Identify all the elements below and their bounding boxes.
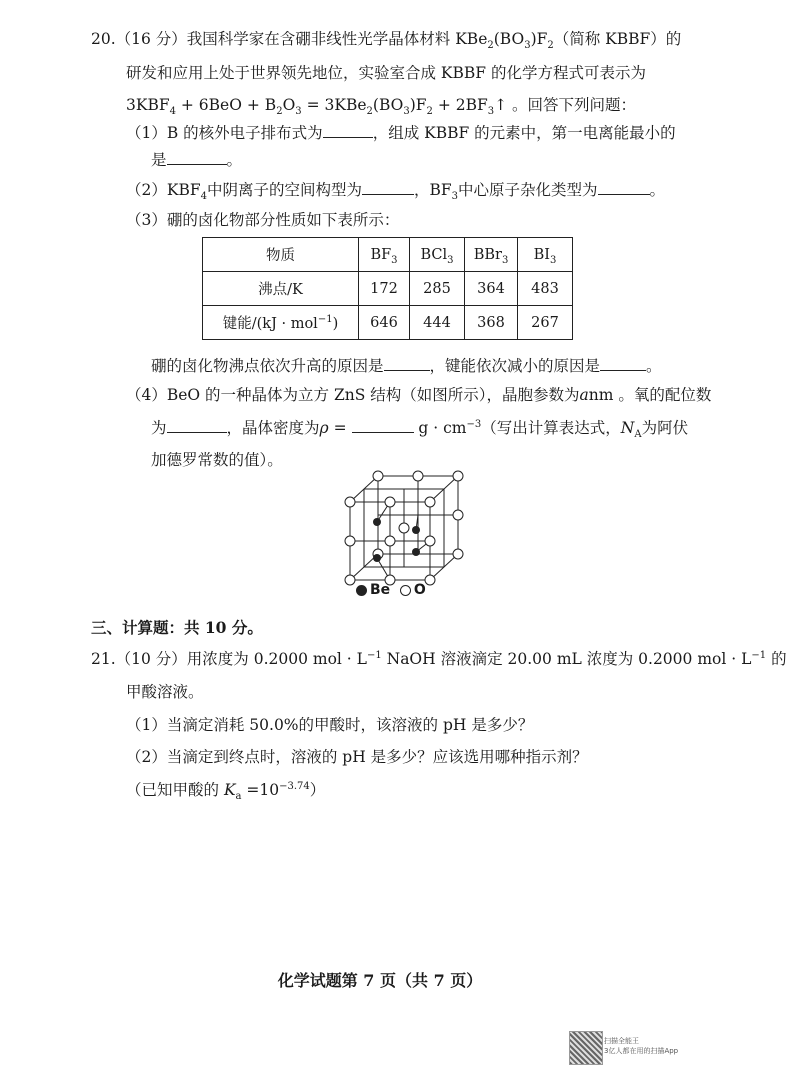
part3-text: 硼的卤化物沸点依次升高的原因是 (151, 357, 384, 375)
table-cell: 267 (518, 306, 573, 340)
q20-part4 (126, 384, 711, 406)
be-atom-icon (356, 585, 367, 596)
subscript: A (634, 429, 642, 441)
q20-intro-text: 20.（16 分）我国科学家在含硼非线性光学晶体材料 KBe (91, 30, 488, 48)
chemical-equation (126, 94, 636, 116)
part2-text: 。 (649, 181, 666, 199)
part4-text: = (328, 419, 352, 437)
answer-blank[interactable] (323, 123, 373, 138)
table-cell: 444 (410, 306, 465, 340)
header-text: BCl (420, 246, 448, 263)
q20-line1 (91, 28, 681, 50)
part1-text: 是 (151, 151, 167, 169)
formula-part: )F (409, 96, 427, 114)
zns-unit-cell-figure (330, 470, 470, 582)
header-text: BBr (473, 246, 502, 263)
superscript: −1 (751, 649, 767, 661)
variable-k: K (223, 781, 236, 799)
q20-part2 (126, 179, 665, 201)
formula-part: + 2BF (432, 96, 488, 114)
figure-legend (356, 582, 426, 598)
header-text: BF (370, 246, 392, 263)
answer-blank[interactable] (384, 356, 430, 371)
superscript: −3.74 (279, 780, 310, 792)
o-atom-icon (400, 585, 411, 596)
formula-part: ↑ 。回答下列问题： (494, 96, 637, 114)
table-header-cell (465, 238, 518, 272)
answer-blank[interactable] (167, 418, 227, 433)
q21-text: 的 (766, 650, 787, 668)
table-cell: 646 (359, 306, 410, 340)
subscript: 2 (426, 106, 433, 118)
table-cell: 172 (359, 272, 410, 306)
legend-be-label: Be (370, 582, 391, 598)
table-cell: 285 (410, 272, 465, 306)
formula-part: (BO (493, 30, 525, 48)
watermark-line: 扫描全能王 (604, 1037, 639, 1045)
table-row-label: 沸点/K (203, 272, 359, 306)
q21-ka-note (126, 779, 325, 801)
subscript: 2 (547, 40, 554, 52)
subscript: 2 (276, 106, 283, 118)
superscript: −1 (317, 314, 333, 326)
subscript: a (235, 791, 242, 803)
subscript: 3 (550, 254, 557, 266)
table-header-cell (518, 238, 573, 272)
qr-code-icon (569, 1031, 603, 1065)
subscript: 4 (169, 106, 176, 118)
part2-text: 中阴离子的空间构型为 (206, 181, 362, 199)
q21-sub2: （2）当滴定到终点时，溶液的 pH 是多少？应该选用哪种指示剂？ (126, 748, 588, 766)
superscript: −1 (366, 649, 382, 661)
table-cell: 368 (465, 306, 518, 340)
part4-text: （写出计算表达式， (481, 419, 621, 437)
subscript: 3 (295, 106, 302, 118)
ka-text: （已知甲酸的 (126, 781, 224, 799)
watermark-line: 3亿人都在用的扫描App (604, 1047, 679, 1055)
part1-text: （1）B 的核外电子排布式为 (126, 124, 323, 142)
part4-text: 为阿伏 (641, 419, 689, 437)
part1-text: ，组成 KBBF 的元素中，第一电离能最小的 (372, 124, 676, 142)
variable-na: N (620, 419, 635, 437)
answer-blank[interactable] (167, 150, 227, 165)
part2-text: （2）KBF (126, 181, 201, 199)
legend-o-label: O (413, 582, 426, 598)
table-row (203, 306, 573, 340)
q21-text: NaOH 溶液滴定 20.00 mL 浓度为 0.2000 mol · L (381, 650, 752, 668)
subscript: 2 (366, 106, 373, 118)
table-row-label (203, 306, 359, 340)
answer-blank[interactable] (362, 180, 414, 195)
part4-text: nm 。氧的配位数 (588, 386, 712, 404)
part4-text: ，晶体密度为 (226, 419, 320, 437)
answer-blank[interactable] (600, 356, 646, 371)
table-row (203, 272, 573, 306)
header-text: BI (533, 246, 550, 263)
q20-part3-reason (151, 355, 662, 377)
superscript: −3 (466, 418, 482, 430)
answer-blank[interactable] (352, 418, 414, 433)
part4-text: 为 (151, 419, 167, 437)
label-text: 键能/(kJ · mol (222, 316, 318, 332)
label-text: ) (332, 316, 339, 332)
part4-text: （4）BeO 的一种晶体为立方 ZnS 结构（如图所示），晶胞参数为 (126, 386, 580, 404)
halide-property-table (202, 237, 573, 340)
subscript: 3 (501, 254, 509, 266)
part2-text: ，BF (413, 181, 452, 199)
subscript: 3 (403, 106, 410, 118)
formula-part: = 3KBe (301, 96, 367, 114)
subscript: 3 (391, 254, 398, 266)
subscript: 2 (487, 40, 494, 52)
q21-line2: 甲酸溶液。 (126, 683, 204, 701)
table-header-cell: 物质 (203, 238, 359, 272)
q20-line2: 研发和应用上处于世界领先地位，实验室合成 KBBF 的化学方程式可表示为 (126, 64, 646, 82)
unit-text: g · cm (413, 419, 467, 437)
q21-line1 (91, 648, 787, 670)
q20-intro-text: （简称 KBBF）的 (553, 30, 682, 48)
ka-text: ） (309, 781, 326, 799)
subscript: 3 (524, 40, 531, 52)
formula-part: + 6BeO + B (175, 96, 277, 114)
formula-part: )F (530, 30, 548, 48)
subscript: 3 (451, 191, 459, 203)
q20-part4-cont (151, 417, 688, 439)
formula-part: O (282, 96, 296, 114)
variable-a: a (579, 386, 589, 404)
ka-text: =10 (241, 781, 280, 799)
page-footer: 化学试题第 7 页（共 7 页） (277, 971, 483, 990)
table-header-cell (410, 238, 465, 272)
table-cell: 483 (518, 272, 573, 306)
table-header-cell (359, 238, 410, 272)
part1-text: 。 (226, 151, 243, 169)
table-cell: 364 (465, 272, 518, 306)
part3-text: ，键能依次减小的原因是 (429, 357, 601, 375)
q21-sub1: （1）当滴定消耗 50.0%的甲酸时，该溶液的 pH 是多少？ (126, 716, 534, 734)
answer-blank[interactable] (598, 180, 650, 195)
q20-part1 (126, 122, 676, 144)
q20-part4-end: 加德罗常数的值）。 (151, 451, 283, 469)
formula-part: (BO (372, 96, 404, 114)
table-row (203, 238, 573, 272)
subscript: 4 (200, 191, 207, 203)
q20-part3: （3）硼的卤化物部分性质如下表所示： (126, 211, 400, 229)
q21-text: 21.（10 分）用浓度为 0.2000 mol · L (91, 650, 367, 668)
variable-rho: ρ (319, 419, 329, 437)
subscript: 3 (487, 106, 495, 118)
part3-text: 。 (646, 357, 662, 375)
section-heading: 三、计算题：共 10 分。 (91, 618, 263, 637)
q20-part1-cont (151, 149, 242, 171)
formula-part: 3KBF (126, 96, 170, 114)
scanner-watermark (604, 1036, 679, 1056)
part2-text: 中心原子杂化类型为 (458, 181, 598, 199)
subscript: 3 (447, 254, 454, 266)
